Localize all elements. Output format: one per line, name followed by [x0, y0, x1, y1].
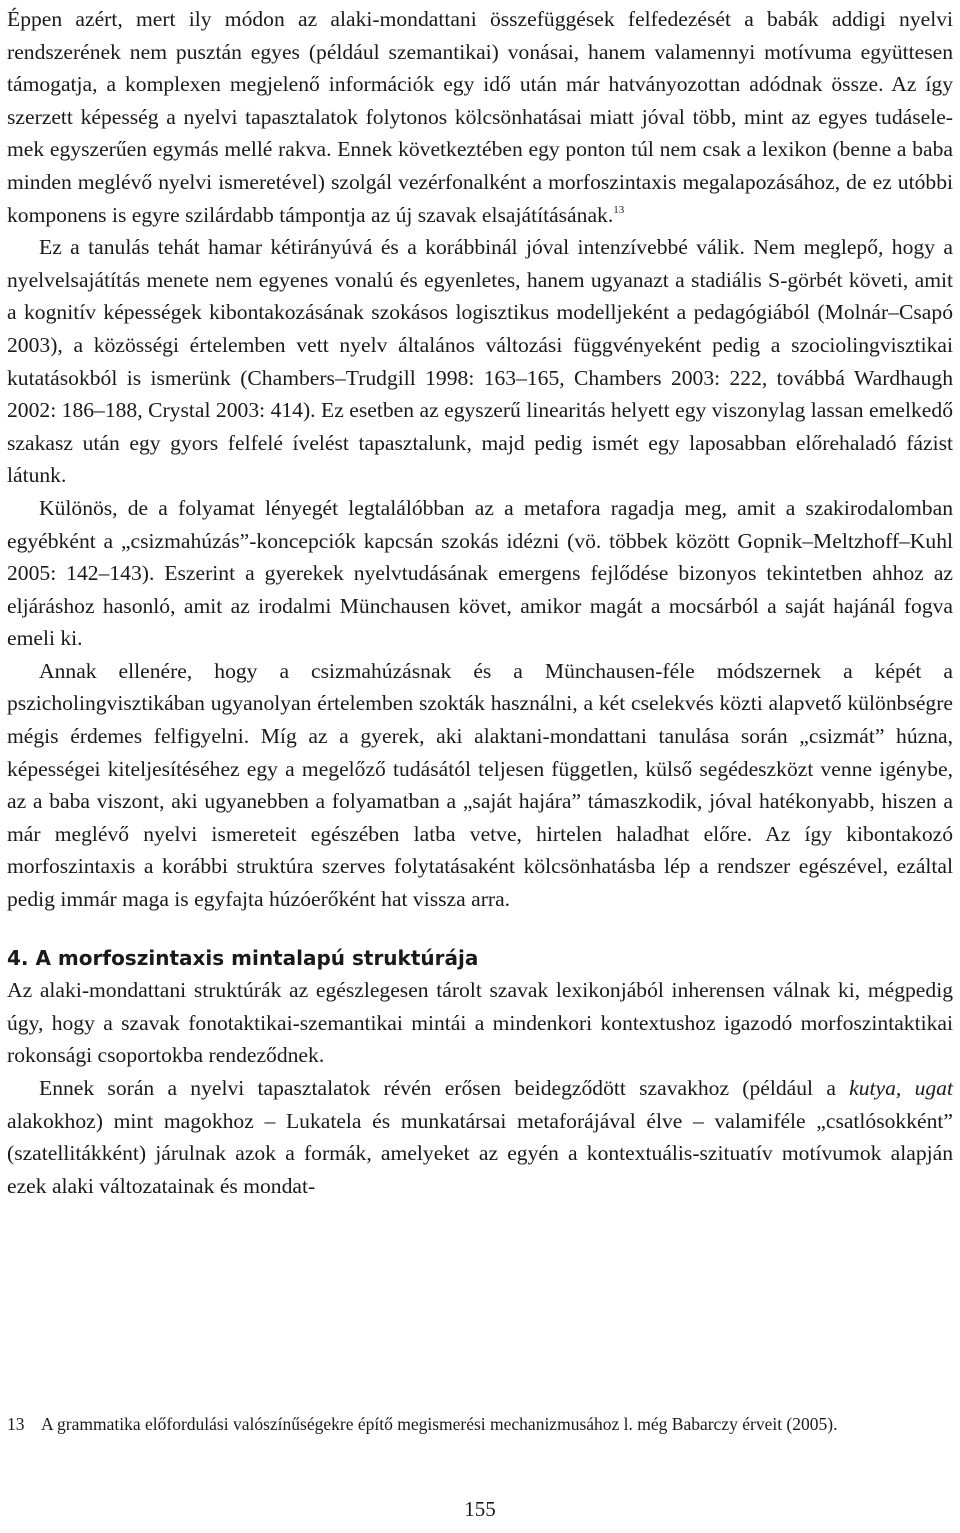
paragraph-6-lead: Ennek során a nyelvi tapasztalatok révén erősen beidegződött szavakhoz (például a: [39, 1076, 836, 1100]
paragraph-2: Ez a tanulás tehát hamar kétirányúvá és a korábbinál jóval intenzívebbé válik. Nem meglepő, hogy a nyelvelsajátítás menete nem egyenes vonalú és egyenletes, hanem ugyanazt a stadiális S-görbét követi, amit a kognitív képességek kibontakozásának szokásos logisztikus modelljeként a pedagógiából (Molnár–Csapó 2003), a közösségi értelemben vett nyelv általános változási függvényeként pedig a szociolingvisztikai kutatásokból is ismerünk (Chambers–Trudgill 1998: 163–165, Chambers 2003: 222, továbbá Wardhaugh 2002: 186–188, Crystal 2003: 414). Ez esetben az egyszerű linearitás helyett egy viszonylag lassan emelkedő szakasz után egy gyors felfelé ívelést tapasztalunk, majd pedig ismét egy laposabban előrehaladó fázist látunk.: [7, 235, 953, 488]
paragraph-1-text: Éppen azért, mert ily módon az alaki-mondattani összefüggések felfedezését a babák addigi nyelvi rendszerének nem pusztán egyes (például szemantikai) vonásai, hanem valamennyi motívuma együttesen támogatja, a komplexen megjelenő információk egy idő után már hatványozottan adódnak össze. Az így szerzett képesség a nyelvi tapasztalatok folytonos kölcsönhatásai miatt jóval több, mint az egyes tudáselemek egyszerűen egymás mellé rakva. Ennek következtében egy ponton túl nem csak a lexikon (benne a baba minden meglévő nyelvi ismeretével) szolgál vezérfonalként a morfoszintaxis megalapozásához, de ez utóbbi komponens is egyre szilárdabb támpontja az új szavak elsajátításának.: [7, 7, 953, 227]
paragraph-5: Az alaki-mondattani struktúrák az egészlegesen tárolt szavak lexikonjából inherensen válnak ki, mégpedig úgy, hogy a szavak fonotaktikai-szemantikai mintái a mindenkori kontextushoz igazodó morfoszintaktikai rokonsági csoportokba rendeződnek.: [7, 978, 953, 1068]
paragraph-6-italic-examples: kutya, ugat: [849, 1076, 953, 1100]
page-number: 155: [464, 1497, 496, 1521]
paragraph-4: Annak ellenére, hogy a csizmahúzásnak és a Münchausen-féle módszernek a képét a pszicholingvisztikában ugyanolyan értelemben szokták használni, a két cselekvés közti alapvető különbségre mégis érdemes felfigyelni. Míg az a gyerek, aki alaktani-mondattani tanulása során „csizmát” húzna, képességei kiteljesítéséhez egy a megelőző tudásától teljesen független, külső segédeszközt venne igénybe, az a baba viszont, aki ugyanebben a folyamatban a „saját hajára” támaszkodik, jóval hatékonyabb, hiszen a már meglévő nyelvi ismereteit egészében latba vetve, hirtelen haladhat előre. Az így kibontakozó morfoszintaxis a korábbi struktúra szerves folytatásaként kölcsönhatásba lép a rendszer egészével, ezáltal pedig immár maga is egyfajta húzóerőként hat vissza arra.: [7, 658, 953, 912]
paragraph-3: Különös, de a folyamat lényegét legtalálóbban az a metafora ragadja meg, amit a szakirodalomban egyébként a „csizmahúzás”-koncepciók kapcsán szokás idézni (vö. többek között Gopnik–Meltzhoff–Kuhl 2005: 142–143). Eszerint a gyerekek nyelvtudásának emergens fejlődése bizonyos tekintetben ahhoz az eljáráshoz hasonló, amit az irodalmi Münchausen követ, amikor magát a mocsárból a saját hajánál fogva emeli ki.: [7, 495, 953, 651]
footnote-text: A grammatika előfordulási valószínűségekre építő megismerési mechanizmusához l. még Babarczy érveit (2005).: [41, 1414, 838, 1434]
section-heading: 4. A morfoszintaxis mintalapú struktúrája: [7, 945, 479, 970]
footnote-reference: 13: [613, 203, 625, 216]
main-text: [7, 3, 953, 1202]
paragraph-6: [7, 1072, 953, 1202]
footnote-number: 13: [7, 1414, 25, 1434]
paragraph-1: [7, 3, 953, 231]
paragraph-6-rest: alakokhoz) mint magokhoz – Lukatela és munkatársai metaforájával élve – valamiféle „csatlósokként” (szatellitákként) járulnak azok a formák, amelyeket az egyén a kontextuális-szituatív motívumok alapján ezek alaki változatainak és mondat-: [7, 1108, 953, 1198]
footnote: [7, 1410, 953, 1439]
